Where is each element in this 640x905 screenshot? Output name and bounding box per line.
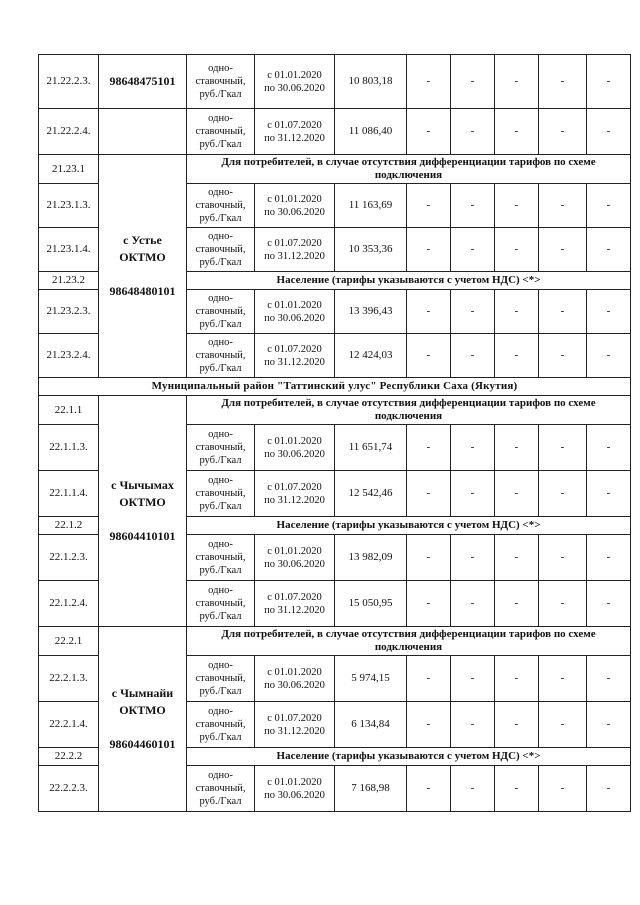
empty-dash-cell: - [407,656,451,702]
empty-dash-cell: - [495,228,539,272]
empty-dash-cell: - [451,109,495,155]
period-line: по 31.12.2020 [264,494,325,506]
tariff-value-cell: 12 542,46 [335,471,407,517]
tariff-type-line: руб./Гкал [199,89,242,100]
table-row [39,55,631,109]
tariff-type-line: руб./Гкал [199,501,242,512]
tariff-type-cell [187,334,255,378]
empty-dash-cell: - [539,334,587,378]
tariff-type-line: руб./Гкал [199,611,242,622]
row-number-cell: 21.23.2.4. [39,334,99,378]
tariff-value-cell: 5 974,15 [335,656,407,702]
empty-dash-cell: - [587,109,631,155]
tariff-value-cell: 6 134,84 [335,702,407,748]
tariff-type-line: ставочный, [195,350,246,361]
tariff-type-line: руб./Гкал [199,686,242,697]
table-row [39,109,631,155]
empty-dash-cell: - [587,471,631,517]
period-cell [255,766,335,812]
empty-dash-cell: - [407,334,451,378]
tariff-type-line: одно- [208,585,233,596]
oktmo-code-cell-empty [99,109,187,155]
period-cell [255,334,335,378]
tariff-type-line: одно- [208,539,233,550]
empty-dash-cell: - [587,290,631,334]
empty-dash-cell: - [495,581,539,627]
oktmo-code: 98648480101 [109,284,176,298]
tariff-type-cell [187,581,255,627]
period-line: с 01.07.2020 [267,237,322,249]
period-line: с 01.07.2020 [267,591,322,603]
tariff-type-line: одно- [208,63,233,74]
period-line: с 01.01.2020 [267,776,322,788]
tariff-type-line: одно- [208,706,233,717]
tariff-type-line: одно- [208,660,233,671]
empty-dash-cell: - [495,109,539,155]
section-number-cell: 22.2.1 [39,627,99,656]
empty-dash-cell: - [539,581,587,627]
row-number-cell: 22.1.2.3. [39,535,99,581]
tariff-type-line: ставочный, [195,552,246,563]
tariff-table-page [38,54,630,812]
empty-dash-cell: - [587,334,631,378]
empty-dash-cell: - [539,535,587,581]
empty-dash-cell: - [451,425,495,471]
empty-dash-cell: - [407,581,451,627]
tariff-value-cell: 11 651,74 [335,425,407,471]
tariff-type-cell [187,766,255,812]
spacer [99,719,186,736]
empty-dash-cell: - [451,228,495,272]
empty-dash-cell: - [451,290,495,334]
tariff-type-line: руб./Гкал [199,319,242,330]
tariff-type-line: руб./Гкал [199,257,242,268]
tariff-type-line: руб./Гкал [199,363,242,374]
row-number-cell: 21.23.1.4. [39,228,99,272]
period-cell [255,535,335,581]
tariff-type-line: одно- [208,475,233,486]
tariff-type-cell [187,228,255,272]
tariff-type-line: руб./Гкал [199,139,242,150]
empty-dash-cell: - [407,535,451,581]
empty-dash-cell: - [539,425,587,471]
period-line: по 30.06.2020 [264,82,325,94]
tariff-value-cell: 10 353,36 [335,228,407,272]
empty-dash-cell: - [495,535,539,581]
empty-dash-cell: - [587,425,631,471]
empty-dash-cell: - [539,184,587,228]
tariff-value-cell: 13 396,43 [335,290,407,334]
period-line: по 31.12.2020 [264,132,325,144]
period-line: с 01.01.2020 [267,545,322,557]
empty-dash-cell: - [587,55,631,109]
period-cell [255,471,335,517]
empty-dash-cell: - [451,55,495,109]
tariff-type-cell [187,535,255,581]
empty-dash-cell: - [495,425,539,471]
empty-dash-cell: - [587,766,631,812]
oktmo-code: 98604460101 [109,737,176,751]
period-line: с 01.07.2020 [267,343,322,355]
section-number-cell: 21.23.1 [39,155,99,184]
row-number-cell: 21.22.2.4. [39,109,99,155]
period-cell [255,228,335,272]
settlement-cell [99,396,187,627]
tariff-type-line: одно- [208,187,233,198]
tariff-type-line: руб./Гкал [199,213,242,224]
empty-dash-cell: - [539,228,587,272]
empty-dash-cell: - [451,334,495,378]
empty-dash-cell: - [451,766,495,812]
period-line: по 31.12.2020 [264,604,325,616]
row-number-cell: 21.23.2.3. [39,290,99,334]
tariff-type-cell [187,656,255,702]
empty-dash-cell: - [539,290,587,334]
period-line: с 01.01.2020 [267,69,322,81]
tariff-type-line: ставочный, [195,126,246,137]
period-line: с 01.07.2020 [267,119,322,131]
tariff-type-cell [187,55,255,109]
row-number-cell: 22.1.1.4. [39,471,99,517]
tariff-type-line: ставочный, [195,200,246,211]
period-line: по 30.06.2020 [264,789,325,801]
spacer [99,266,186,283]
section-number-cell: 22.2.2 [39,748,99,766]
tariff-type-line: руб./Гкал [199,455,242,466]
empty-dash-cell: - [495,471,539,517]
tariff-value-cell: 7 168,98 [335,766,407,812]
tariff-value-cell: 11 163,69 [335,184,407,228]
tariff-type-line: одно- [208,337,233,348]
tariff-type-line: ставочный, [195,488,246,499]
tariff-type-cell [187,290,255,334]
period-line: с 01.01.2020 [267,299,322,311]
empty-dash-cell: - [495,334,539,378]
tariff-type-cell [187,471,255,517]
tariff-type-cell [187,184,255,228]
period-line: с 01.07.2020 [267,712,322,724]
tariff-type-line: ставочный, [195,673,246,684]
period-cell [255,425,335,471]
period-line: по 31.12.2020 [264,725,325,737]
period-cell [255,109,335,155]
empty-dash-cell: - [451,471,495,517]
empty-dash-cell: - [407,290,451,334]
empty-dash-cell: - [407,228,451,272]
tariff-type-line: ставочный, [195,244,246,255]
empty-dash-cell: - [451,581,495,627]
section-header-cell: Для потребителей, в случае отсутствия дифференциации тарифов по схеме подключения [187,627,631,656]
section-header-cell: Население (тарифы указываются с учетом НДС) <*> [187,748,631,766]
period-line: с 01.01.2020 [267,435,322,447]
tariff-type-cell [187,425,255,471]
empty-dash-cell: - [451,535,495,581]
section-number-cell: 21.23.2 [39,272,99,290]
row-number-cell: 21.22.2.3. [39,55,99,109]
empty-dash-cell: - [451,656,495,702]
period-line: с 01.01.2020 [267,193,322,205]
period-cell [255,581,335,627]
empty-dash-cell: - [587,656,631,702]
period-line: по 31.12.2020 [264,356,325,368]
period-line: по 30.06.2020 [264,312,325,324]
period-cell [255,55,335,109]
empty-dash-cell: - [495,656,539,702]
tariff-value-cell: 13 982,09 [335,535,407,581]
section-header-row [39,155,631,184]
section-header-cell: Для потребителей, в случае отсутствия дифференциации тарифов по схеме подключения [187,396,631,425]
tariff-type-line: ставочный, [195,783,246,794]
oktmo-label: ОКТМО [119,250,166,264]
empty-dash-cell: - [539,766,587,812]
period-line: с 01.01.2020 [267,666,322,678]
period-line: по 30.06.2020 [264,558,325,570]
empty-dash-cell: - [407,425,451,471]
empty-dash-cell: - [587,581,631,627]
empty-dash-cell: - [407,109,451,155]
period-line: по 30.06.2020 [264,448,325,460]
row-number-cell: 22.1.1.3. [39,425,99,471]
tariff-type-line: одно- [208,293,233,304]
tariff-type-cell [187,109,255,155]
row-number-cell: 22.2.1.3. [39,656,99,702]
row-number-cell: 22.1.2.4. [39,581,99,627]
empty-dash-cell: - [451,702,495,748]
section-header-row [39,396,631,425]
empty-dash-cell: - [587,535,631,581]
tariff-table [38,54,631,812]
tariff-value-cell: 12 424,03 [335,334,407,378]
empty-dash-cell: - [587,184,631,228]
period-cell [255,290,335,334]
section-header-cell: Для потребителей, в случае отсутствия дифференциации тарифов по схеме подключения [187,155,631,184]
tariff-value-cell: 15 050,95 [335,581,407,627]
tariff-type-line: ставочный, [195,76,246,87]
section-header-row [39,627,631,656]
tariff-value-cell: 10 803,18 [335,55,407,109]
empty-dash-cell: - [407,471,451,517]
tariff-type-line: ставочный, [195,442,246,453]
oktmo-label: ОКТМО [119,703,166,717]
settlement-cell [99,627,187,812]
period-line: по 31.12.2020 [264,250,325,262]
tariff-value-cell: 11 086,40 [335,109,407,155]
period-line: по 30.06.2020 [264,206,325,218]
settlement-name: с Чымнайи [111,686,174,700]
tariff-type-line: одно- [208,113,233,124]
period-line: с 01.07.2020 [267,481,322,493]
period-cell [255,184,335,228]
empty-dash-cell: - [539,55,587,109]
tariff-type-line: руб./Гкал [199,732,242,743]
row-number-cell: 22.2.1.4. [39,702,99,748]
section-header-cell: Население (тарифы указываются с учетом НДС) <*> [187,272,631,290]
period-line: по 30.06.2020 [264,679,325,691]
tariff-type-line: ставочный, [195,719,246,730]
empty-dash-cell: - [539,656,587,702]
empty-dash-cell: - [451,184,495,228]
empty-dash-cell: - [495,290,539,334]
tariff-type-line: руб./Гкал [199,796,242,807]
tariff-table-body [39,55,631,812]
period-cell [255,656,335,702]
empty-dash-cell: - [495,702,539,748]
period-cell [255,702,335,748]
oktmo-code: 98604410101 [109,529,176,543]
empty-dash-cell: - [587,702,631,748]
section-number-cell: 22.1.2 [39,517,99,535]
empty-dash-cell: - [407,702,451,748]
empty-dash-cell: - [495,766,539,812]
empty-dash-cell: - [407,184,451,228]
empty-dash-cell: - [495,55,539,109]
empty-dash-cell: - [539,471,587,517]
oktmo-code-cell: 98648475101 [99,55,187,109]
district-row [39,378,631,396]
empty-dash-cell: - [407,766,451,812]
empty-dash-cell: - [539,702,587,748]
tariff-type-line: ставочный, [195,598,246,609]
section-header-cell: Население (тарифы указываются с учетом НДС) <*> [187,517,631,535]
empty-dash-cell: - [539,109,587,155]
settlement-cell [99,155,187,378]
spacer [99,511,186,528]
empty-dash-cell: - [587,228,631,272]
district-title: Муниципальный район "Таттинский улус" Республики Саха (Якутия) [39,378,631,396]
empty-dash-cell: - [495,184,539,228]
tariff-type-line: одно- [208,770,233,781]
tariff-type-cell [187,702,255,748]
oktmo-label: ОКТМО [119,495,166,509]
tariff-type-line: ставочный, [195,306,246,317]
tariff-type-line: руб./Гкал [199,565,242,576]
settlement-name: с Чычымах [111,478,174,492]
tariff-type-line: одно- [208,429,233,440]
empty-dash-cell: - [407,55,451,109]
settlement-name: с Устье [123,233,162,247]
row-number-cell: 21.23.1.3. [39,184,99,228]
tariff-type-line: одно- [208,231,233,242]
section-number-cell: 22.1.1 [39,396,99,425]
row-number-cell: 22.2.2.3. [39,766,99,812]
